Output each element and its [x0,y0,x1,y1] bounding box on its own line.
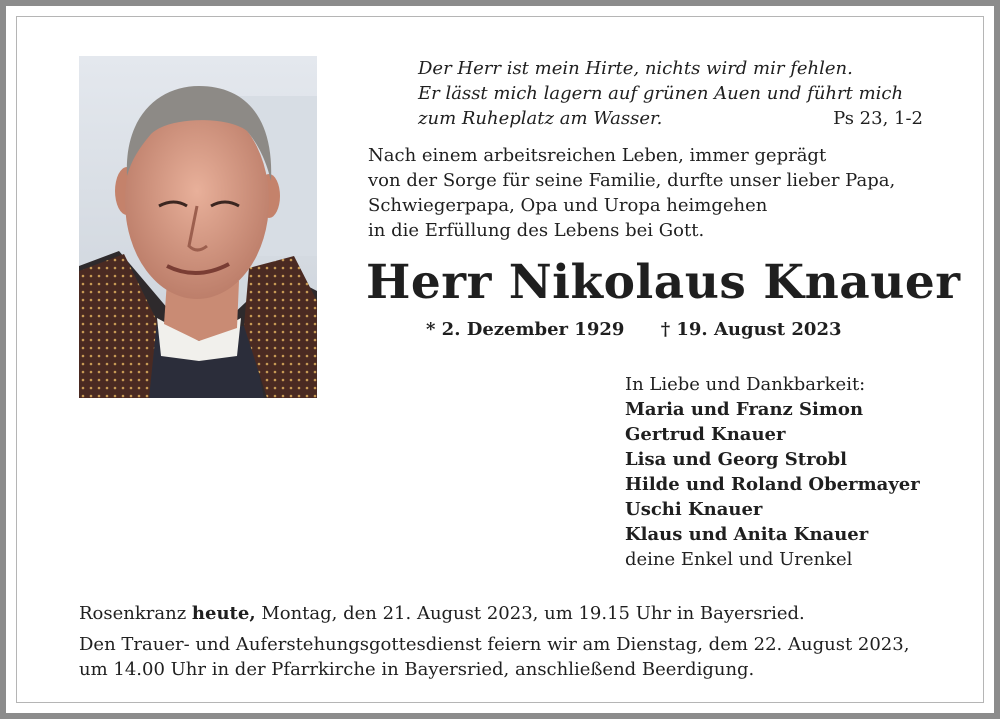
family-member: Uschi Knauer [625,499,763,520]
quote-line: Er lässt mich lagern auf grünen Auen und führt mich [418,83,904,104]
family-member: Hilde und Roland Obermayer [625,474,920,495]
intro-line: Nach einem arbeitsreichen Leben, immer geprägt [368,145,827,166]
rosary-details: Montag, den 21. August 2023, um 19.15 Uhr in Bayersried. [255,603,805,624]
family-heading: In Liebe und Dankbarkeit: [625,374,866,395]
quote-line: zum Ruheplatz am Wasser. [418,108,663,129]
quote-reference: Ps 23, 1-2 [833,108,923,129]
family-list [625,372,925,572]
intro-line: Schwiegerpapa, Opa und Uropa heimgehen [368,195,768,216]
intro-line: in die Erfüllung des Lebens bei Gott. [368,220,705,241]
obituary-notice [6,6,994,713]
family-member: Klaus und Anita Knauer [625,524,869,545]
rosary-today: heute, [191,603,256,624]
quote-line: Der Herr ist mein Hirte, nichts wird mir fehlen. [418,58,853,79]
portrait-photo [79,56,317,398]
death-date: † 19. August 2023 [660,319,842,340]
funeral-line: Den Trauer- und Auferstehungsgottesdienst feiern wir am Dienstag, dem 22. August 2023, [79,634,910,655]
funeral-line: um 14.00 Uhr in der Pfarrkirche in Bayersried, anschließend Beerdigung. [79,659,755,680]
rosary-line [79,601,939,626]
intro-line: von der Sorge für seine Familie, durfte unser lieber Papa, [368,170,896,191]
psalm-quote [418,56,923,131]
family-member: Gertrud Knauer [625,424,786,445]
family-member: Lisa und Georg Strobl [625,449,847,470]
birth-date: * 2. Dezember 1929 [426,319,625,340]
intro-text [368,143,928,243]
life-dates [426,317,866,342]
family-member: Maria und Franz Simon [625,399,864,420]
service-info [79,601,939,682]
rosary-prefix: Rosenkranz [79,603,192,624]
deceased-name: Herr Nikolaus Knauer [366,255,961,310]
family-closing: deine Enkel und Urenkel [625,549,853,570]
